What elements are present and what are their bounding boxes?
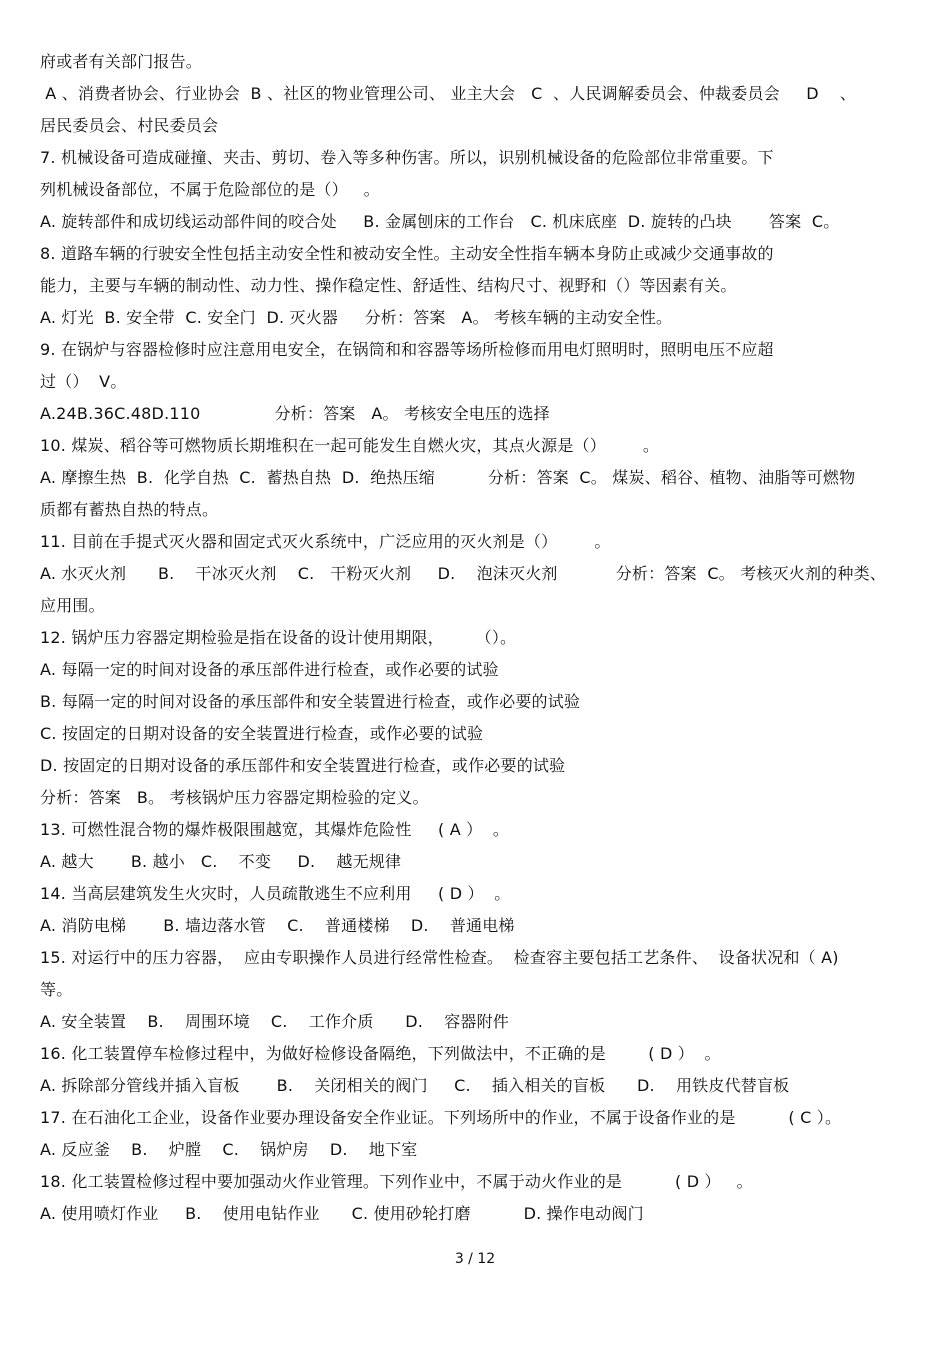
options-line: A.24B.36C.48D.110 分析：答案 A。 考核安全电压的选择 — [40, 404, 550, 423]
text-line: A 、消费者协会、行业协会 B 、社区的物业管理公司、 业主大会 C 、人民调解委员会、仲裁委员会 D 、 — [40, 84, 857, 103]
question-9-line: 9. 在锅炉与容器检修时应注意用电安全，在锅筒和和容器等场所检修而用电灯照明时，照明电压不应超 — [40, 340, 774, 359]
text-line: 等。 — [40, 980, 73, 999]
question-18-line: 18. 化工装置检修过程中要加强动火作业管理。下列作业中，不属于动火作业的是 ( D ） 。 — [40, 1172, 753, 1191]
options-line: A. 使用喷灯作业 B. 使用电钻作业 C. 使用砂轮打磨 D. 操作电动阀门 — [40, 1204, 644, 1223]
options-line: A. 安全装置 B. 周围环境 C. 工作介质 D. 容器附件 — [40, 1012, 509, 1031]
options-line: A. 水灭火剂 B. 干冰灭火剂 C. 干粉灭火剂 D. 泡沫灭火剂 分析：答案 C。 考核灭火剂的种类、 — [40, 564, 886, 583]
options-line: A. 拆除部分管线并插入盲板 B. 关闭相关的阀门 C. 插入相关的盲板 D. 用铁皮代替盲板 — [40, 1076, 790, 1095]
options-line: A. 消防电梯 B. 墙边落水管 C. 普通楼梯 D. 普通电梯 — [40, 916, 515, 935]
option-line: A. 每隔一定的时间对设备的承压部件进行检查，或作必要的试验 — [40, 660, 499, 679]
options-line: A. 灯光 B. 安全带 C. 安全门 D. 灭火器 分析：答案 A。 考核车辆的主动安全性。 — [40, 308, 673, 327]
text-line: 质都有蓄热自热的特点。 — [40, 500, 219, 519]
option-line: B. 每隔一定的时间对设备的承压部件和安全装置进行检查，或作必要的试验 — [40, 692, 581, 711]
question-11-line: 11. 目前在手提式灭火器和固定式灭火系统中，广泛应用的灭火剂是（） 。 — [40, 532, 611, 551]
question-8-line: 8. 道路车辆的行驶安全性包括主动安全性和被动安全性。主动安全性指车辆本身防止或减少交通事故的 — [40, 244, 774, 263]
question-14-line: 14. 当高层建筑发生火灾时，人员疏散逃生不应利用 ( D ） 。 — [40, 884, 511, 903]
text-line: 居民委员会、村民委员会 — [40, 116, 219, 135]
options-line: A. 越大 B. 越小 C. 不变 D. 越无规律 — [40, 852, 402, 871]
options-line: A. 摩擦生热 B. 化学自热 C. 蓄热自热 D. 绝热压缩 分析：答案 C。 煤炭、稻谷、植物、油脂等可燃物 — [40, 468, 856, 487]
question-15-line: 15. 对运行中的压力容器， 应由专职操作人员进行经常性检查。 检查容主要包括工艺条件、 设备状况和（ A) — [40, 948, 839, 967]
text-line: 过（） V。 — [40, 372, 127, 391]
question-7-line: 7. 机械设备可造成碰撞、夹击、剪切、卷入等多种伤害。所以，识别机械设备的危险部位非常重要。下 — [40, 148, 774, 167]
option-line: C. 按固定的日期对设备的安全装置进行检查，或作必要的试验 — [40, 724, 484, 743]
text-line: 府或者有关部门报告。 — [40, 52, 203, 71]
text-line: 列机械设备部位，不属于危险部位的是（） 。 — [40, 180, 380, 199]
text-line: 应用围。 — [40, 596, 105, 615]
question-16-line: 16. 化工装置停车检修过程中，为做好检修设备隔绝，下列做法中，不正确的是 ( D ） 。 — [40, 1044, 721, 1063]
question-12-line: 12. 锅炉压力容器定期检验是指在设备的设计使用期限， （）。 — [40, 628, 517, 647]
text-line: 能力，主要与车辆的制动性、动力性、操作稳定性、舒适性、结构尺寸、视野和（）等因素有关。 — [40, 276, 737, 295]
analysis-line: 分析：答案 B。 考核锅炉压力容器定期检验的定义。 — [40, 788, 429, 807]
question-17-line: 17. 在石油化工企业，设备作业要办理设备安全作业证。下列场所中的作业，不属于设备作业的是 ( C ）。 — [40, 1108, 842, 1127]
question-13-line: 13. 可燃性混合物的爆炸极限围越宽，其爆炸危险性 ( A ） 。 — [40, 820, 510, 839]
question-10-line: 10. 煤炭、稻谷等可燃物质长期堆积在一起可能发生自燃火灾，其点火源是（） 。 — [40, 436, 660, 455]
options-line: A. 旋转部件和成切线运动部件间的咬合处 B. 金属刨床的工作台 C. 机床底座 D. 旋转的凸块 答案 C。 — [40, 212, 840, 231]
options-line: A. 反应釜 B. 炉膛 C. 锅炉房 D. 地下室 — [40, 1140, 418, 1159]
option-line: D. 按固定的日期对设备的承压部件和安全装置进行检查，或作必要的试验 — [40, 756, 566, 775]
page-number: 3 / 12 — [454, 1251, 496, 1267]
